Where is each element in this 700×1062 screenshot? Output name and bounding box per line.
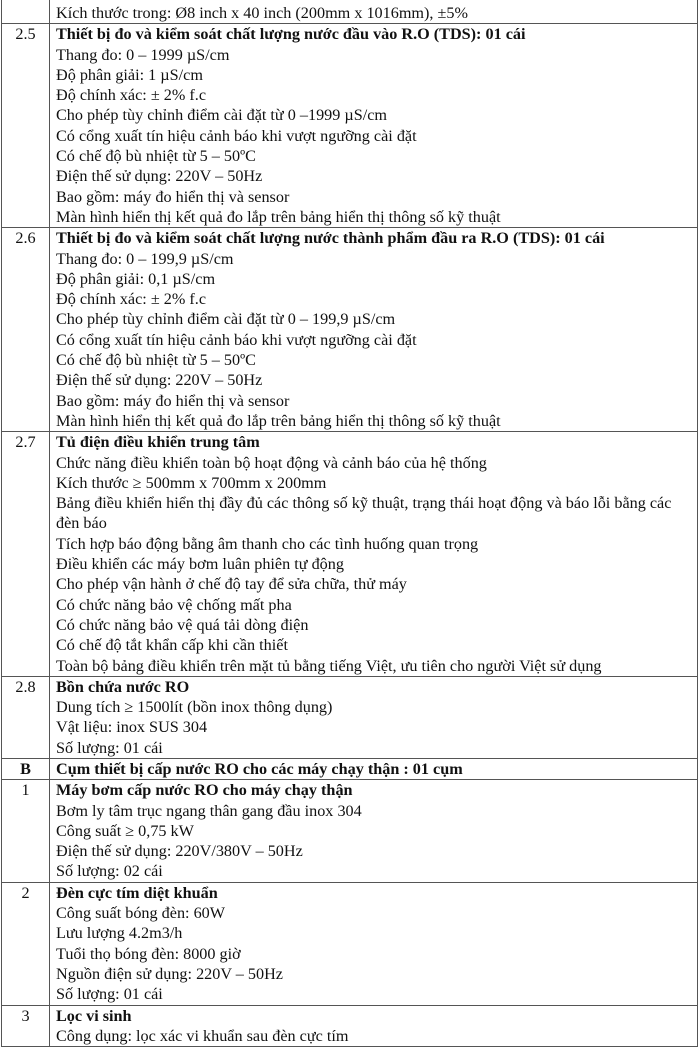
table-row (2, 780, 698, 882)
spec-line: Màn hình hiển thị kết quả đo lắp trên bảng hiển thị thông số kỹ thuật (56, 411, 501, 430)
item-description (50, 758, 698, 779)
spec-line: Bơm ly tâm trục ngang thân gang đầu inox 304 (56, 801, 362, 820)
item-number: 2.8 (2, 676, 50, 758)
spec-line: Có chế độ bù nhiệt từ 5 – 50ºC (56, 351, 256, 370)
spec-line: Độ phân giải: 1 µS/cm (56, 65, 203, 84)
item-number: 2 (2, 882, 50, 1005)
item-description (50, 228, 698, 432)
spec-line: Số lượng: 01 cái (56, 985, 163, 1004)
spec-line: Công suất ≥ 0,75 kW (56, 821, 194, 840)
item-title: Thiết bị đo và kiểm soát chất lượng nước thành phẩm đầu ra R.O (TDS): 01 cái (56, 229, 605, 248)
item-title: Lọc vi sinh (56, 1006, 132, 1025)
spec-line: Tích hợp báo động bằng âm thanh cho các tình huống quan trọng (56, 534, 479, 553)
spec-line: Toàn bộ bảng điều khiển trên mặt tủ bằng tiếng Việt, ưu tiên cho người Việt sử dụng (56, 656, 602, 675)
item-title: Thiết bị đo và kiểm soát chất lượng nước đầu vào R.O (TDS): 01 cái (56, 25, 526, 44)
item-description (50, 1005, 698, 1047)
spec-line: Tuổi thọ bóng đèn: 8000 giờ (56, 944, 241, 963)
spec-line: Điều khiển các máy bơm luân phiên tự động (56, 555, 344, 574)
table-row (2, 0, 698, 24)
item-number: 2.5 (2, 24, 50, 228)
spec-line: Độ chính xác: ± 2% f.c (56, 290, 207, 309)
item-title: Tủ điện điều khiển trung tâm (56, 433, 260, 452)
item-description (50, 780, 698, 882)
spec-line: Nguồn điện sử dụng: 220V – 50Hz (56, 964, 283, 983)
spec-line: Lưu lượng 4.2m3/h (56, 924, 183, 943)
item-title: Bồn chứa nước RO (56, 677, 190, 696)
spec-line: Có chế độ bù nhiệt từ 5 – 50ºC (56, 147, 256, 166)
spec-line: Số lượng: 02 cái (56, 862, 163, 881)
item-description (50, 882, 698, 1005)
item-number: 1 (2, 780, 50, 882)
spec-line: Bảng điều khiển hiển thị đầy đủ các thông số kỹ thuật, trạng thái hoạt động và báo lỗi bằng các đèn báo (56, 494, 672, 533)
item-number: 2.7 (2, 432, 50, 677)
spec-line: Dung tích ≥ 1500lít (bồn inox thông dụng) (56, 698, 333, 717)
item-description (50, 24, 698, 228)
spec-line: Có cổng xuất tín hiệu cảnh báo khi vượt ngưỡng cài đặt (56, 126, 417, 145)
spec-line: Có cổng xuất tín hiệu cảnh báo khi vượt ngưỡng cài đặt (56, 330, 417, 349)
item-number (2, 0, 50, 24)
item-title: Máy bơm cấp nước RO cho máy chạy thận (56, 781, 353, 800)
table-row (2, 1005, 698, 1047)
item-number: 3 (2, 1005, 50, 1047)
spec-line: Có chức năng bảo vệ chống mất pha (56, 595, 292, 614)
spec-line: Thang đo: 0 – 199,9 µS/cm (56, 249, 234, 268)
table-row (2, 882, 698, 1005)
spec-line: Cho phép tùy chỉnh điểm cài đặt từ 0 – 199,9 µS/cm (56, 310, 396, 329)
spec-line: Điện thế sử dụng: 220V – 50Hz (56, 371, 263, 390)
spec-line: Số lượng: 01 cái (56, 738, 163, 757)
item-description (50, 676, 698, 758)
item-description (50, 432, 698, 677)
table-row (2, 432, 698, 677)
table-row (2, 228, 698, 432)
spec-line: Điện thế sử dụng: 220V/380V – 50Hz (56, 842, 303, 861)
item-number: B (2, 758, 50, 779)
spec-line: Chức năng điều khiển toàn bộ hoạt động và cảnh báo của hệ thống (56, 453, 487, 472)
spec-line: Kích thước trong: Ø8 inch x 40 inch (200mm x 1016mm), ±5% (56, 4, 468, 22)
table-row (2, 676, 698, 758)
spec-line: Độ phân giải: 0,1 µS/cm (56, 269, 216, 288)
spec-line: Công dụng: lọc xác vi khuẩn sau đèn cực tím (56, 1026, 349, 1045)
item-description (50, 0, 698, 24)
table-row (2, 24, 698, 228)
spec-line: Có chế độ tắt khẩn cấp khi cần thiết (56, 636, 288, 655)
table-row (2, 758, 698, 779)
spec-line: Điện thế sử dụng: 220V – 50Hz (56, 167, 263, 186)
spec-line: Công suất bóng đèn: 60W (56, 904, 226, 923)
spec-line: Độ chính xác: ± 2% f.c (56, 86, 207, 105)
spec-line: Bao gồm: máy đo hiển thị và sensor (56, 187, 290, 206)
spec-line: Có chức năng bảo vệ quá tải dòng điện (56, 615, 309, 634)
item-title: Cụm thiết bị cấp nước RO cho các máy chạy thận : 01 cụm (56, 759, 463, 778)
spec-line: Cho phép vận hành ở chế độ tay để sửa chữa, thử máy (56, 575, 407, 594)
spec-line: Vật liệu: inox SUS 304 (56, 718, 208, 737)
spec-line: Màn hình hiển thị kết quả đo lắp trên bảng hiển thị thông số kỹ thuật (56, 207, 501, 226)
spec-line: Bao gồm: máy đo hiển thị và sensor (56, 391, 290, 410)
spec-table (1, 0, 698, 1047)
spec-line: Thang đo: 0 – 1999 µS/cm (56, 45, 230, 64)
spec-line: Kích thước ≥ 500mm x 700mm x 200mm (56, 473, 327, 492)
item-number: 2.6 (2, 228, 50, 432)
item-title: Đèn cực tím diệt khuẩn (56, 883, 218, 902)
spec-line: Cho phép tùy chỉnh điểm cài đặt từ 0 –1999 µS/cm (56, 106, 388, 125)
